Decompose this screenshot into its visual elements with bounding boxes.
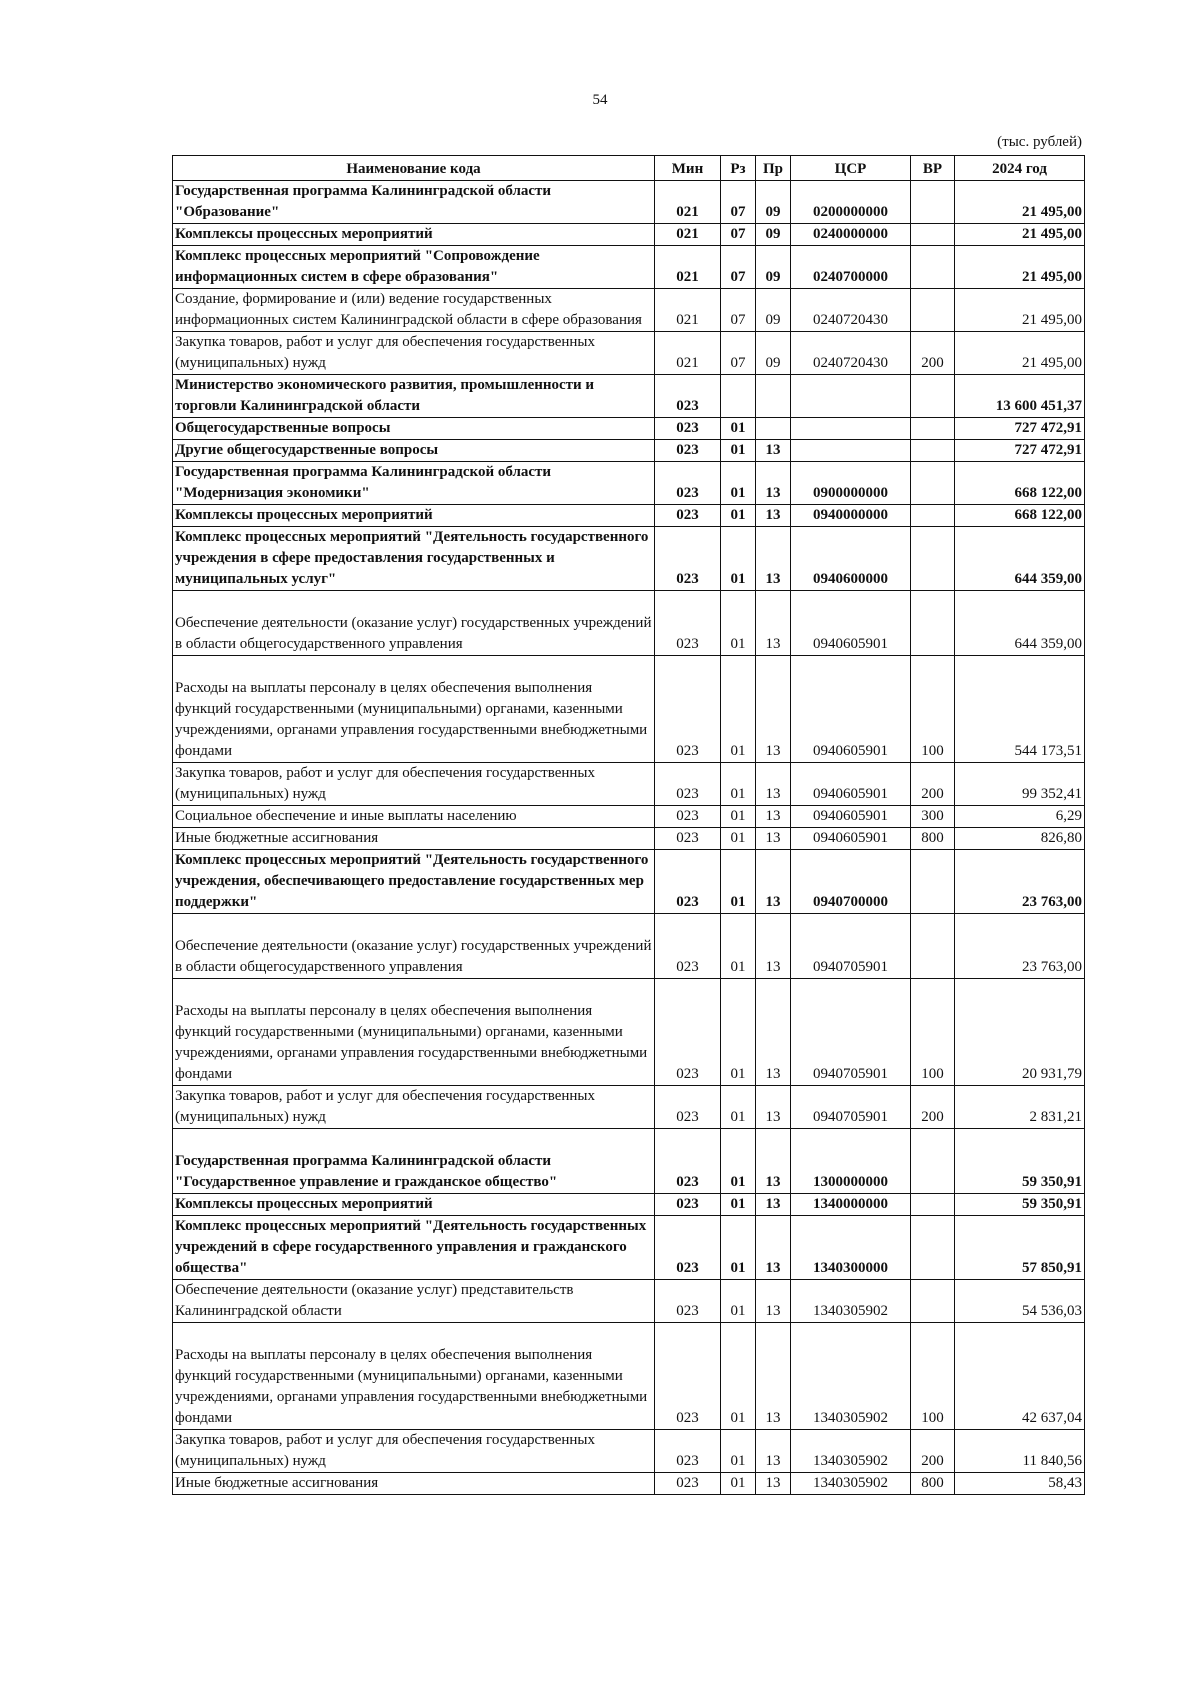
header-year: 2024 год — [955, 156, 1085, 181]
header-vr: ВР — [911, 156, 955, 181]
cell-vr: 200 — [911, 1430, 955, 1473]
cell-name: Обеспечение деятельности (оказание услуг) государственных учреждений в области общегосударственного управления — [173, 591, 655, 656]
table-row — [173, 591, 1085, 656]
cell-vr — [911, 418, 955, 440]
cell-rz: 01 — [721, 1086, 756, 1129]
cell-csr: 0940605901 — [791, 806, 911, 828]
cell-name: Комплекс процессных мероприятий "Деятельность государственного учреждения, обеспечивающего предоставление государственных мер поддержки" — [173, 850, 655, 914]
cell-min: 023 — [655, 1323, 721, 1430]
cell-name: Закупка товаров, работ и услуг для обеспечения государственных (муниципальных) нужд — [173, 1430, 655, 1473]
cell-vr: 300 — [911, 806, 955, 828]
header-min: Мин — [655, 156, 721, 181]
cell-pr — [756, 418, 791, 440]
cell-pr: 13 — [756, 527, 791, 591]
cell-csr: 0940705901 — [791, 914, 911, 979]
cell-rz: 07 — [721, 181, 756, 224]
table-row — [173, 850, 1085, 914]
cell-name: Закупка товаров, работ и услуг для обеспечения государственных (муниципальных) нужд — [173, 332, 655, 375]
cell-vr — [911, 289, 955, 332]
cell-name: Другие общегосударственные вопросы — [173, 440, 655, 462]
table-row — [173, 1086, 1085, 1129]
cell-vr — [911, 591, 955, 656]
cell-rz: 01 — [721, 1129, 756, 1194]
cell-min: 021 — [655, 246, 721, 289]
table-row — [173, 527, 1085, 591]
cell-pr: 13 — [756, 1280, 791, 1323]
cell-pr: 09 — [756, 224, 791, 246]
cell-amount: 11 840,56 — [955, 1430, 1085, 1473]
table-row — [173, 1129, 1085, 1194]
table-row — [173, 418, 1085, 440]
cell-vr — [911, 246, 955, 289]
cell-min: 023 — [655, 806, 721, 828]
units-label: (тыс. рублей) — [997, 134, 1082, 150]
cell-rz: 01 — [721, 1323, 756, 1430]
header-name: Наименование кода — [173, 156, 655, 181]
cell-amount: 544 173,51 — [955, 656, 1085, 763]
cell-name: Закупка товаров, работ и услуг для обеспечения государственных (муниципальных) нужд — [173, 763, 655, 806]
cell-csr: 0940000000 — [791, 505, 911, 527]
cell-rz: 01 — [721, 527, 756, 591]
cell-csr: 1340305902 — [791, 1430, 911, 1473]
cell-amount: 20 931,79 — [955, 979, 1085, 1086]
cell-vr — [911, 440, 955, 462]
cell-pr: 13 — [756, 1430, 791, 1473]
cell-min: 023 — [655, 850, 721, 914]
cell-rz: 01 — [721, 418, 756, 440]
cell-pr: 09 — [756, 332, 791, 375]
cell-min: 023 — [655, 1086, 721, 1129]
cell-name: Расходы на выплаты персоналу в целях обеспечения выполнения функций государственными (муниципальными) органами, казенными учреждениями, органами управления государственными внебюджетными фондами — [173, 656, 655, 763]
cell-rz: 01 — [721, 850, 756, 914]
cell-amount: 59 350,91 — [955, 1129, 1085, 1194]
cell-csr: 0200000000 — [791, 181, 911, 224]
table-row — [173, 332, 1085, 375]
cell-csr: 0240720430 — [791, 332, 911, 375]
cell-csr: 0240700000 — [791, 246, 911, 289]
cell-amount: 668 122,00 — [955, 505, 1085, 527]
cell-vr — [911, 1194, 955, 1216]
cell-min: 023 — [655, 462, 721, 505]
cell-rz: 01 — [721, 440, 756, 462]
table-row — [173, 375, 1085, 418]
cell-csr: 0940605901 — [791, 828, 911, 850]
cell-rz: 01 — [721, 828, 756, 850]
table-row — [173, 462, 1085, 505]
cell-rz: 01 — [721, 1194, 756, 1216]
cell-csr: 0940600000 — [791, 527, 911, 591]
cell-csr: 1340305902 — [791, 1323, 911, 1430]
cell-vr — [911, 505, 955, 527]
table-row — [173, 1216, 1085, 1280]
cell-amount: 13 600 451,37 — [955, 375, 1085, 418]
table-row — [173, 224, 1085, 246]
cell-amount: 644 359,00 — [955, 591, 1085, 656]
table-body — [173, 181, 1085, 1495]
cell-name: Социальное обеспечение и иные выплаты населению — [173, 806, 655, 828]
cell-vr: 200 — [911, 1086, 955, 1129]
cell-vr: 100 — [911, 656, 955, 763]
cell-min: 021 — [655, 332, 721, 375]
table-row — [173, 979, 1085, 1086]
cell-min: 023 — [655, 591, 721, 656]
cell-vr: 100 — [911, 979, 955, 1086]
page-number: 54 — [592, 92, 608, 108]
cell-pr: 09 — [756, 181, 791, 224]
table-row — [173, 806, 1085, 828]
cell-name: Иные бюджетные ассигнования — [173, 1473, 655, 1495]
cell-vr — [911, 462, 955, 505]
cell-csr: 0900000000 — [791, 462, 911, 505]
cell-name: Комплексы процессных мероприятий — [173, 505, 655, 527]
cell-amount: 23 763,00 — [955, 850, 1085, 914]
cell-min: 023 — [655, 656, 721, 763]
cell-vr — [911, 1129, 955, 1194]
cell-pr: 13 — [756, 979, 791, 1086]
cell-min: 023 — [655, 1473, 721, 1495]
cell-rz: 01 — [721, 763, 756, 806]
table-row — [173, 1194, 1085, 1216]
cell-csr: 0940605901 — [791, 591, 911, 656]
cell-name: Обеспечение деятельности (оказание услуг) представительств Калининградской области — [173, 1280, 655, 1323]
cell-name: Комплекс процессных мероприятий "Деятельность государственных учреждений в сфере государственного управления и гражданского общества" — [173, 1216, 655, 1280]
cell-name: Закупка товаров, работ и услуг для обеспечения государственных (муниципальных) нужд — [173, 1086, 655, 1129]
table-row — [173, 763, 1085, 806]
cell-rz: 07 — [721, 332, 756, 375]
cell-csr: 1340305902 — [791, 1473, 911, 1495]
table-header-row — [173, 156, 1085, 181]
cell-csr: 0940700000 — [791, 850, 911, 914]
cell-pr: 13 — [756, 763, 791, 806]
cell-rz: 01 — [721, 1430, 756, 1473]
cell-pr: 13 — [756, 440, 791, 462]
cell-amount: 21 495,00 — [955, 246, 1085, 289]
cell-csr: 1340000000 — [791, 1194, 911, 1216]
cell-name: Комплекс процессных мероприятий "Сопровождение информационных систем в сфере образования" — [173, 246, 655, 289]
cell-rz: 01 — [721, 656, 756, 763]
cell-min: 021 — [655, 224, 721, 246]
cell-rz: 01 — [721, 591, 756, 656]
cell-min: 023 — [655, 375, 721, 418]
cell-pr: 09 — [756, 246, 791, 289]
table-row — [173, 246, 1085, 289]
cell-csr: 0240000000 — [791, 224, 911, 246]
cell-pr: 13 — [756, 914, 791, 979]
cell-amount: 21 495,00 — [955, 224, 1085, 246]
cell-pr: 13 — [756, 1194, 791, 1216]
cell-amount: 6,29 — [955, 806, 1085, 828]
cell-amount: 644 359,00 — [955, 527, 1085, 591]
table-row — [173, 1280, 1085, 1323]
cell-min: 023 — [655, 1280, 721, 1323]
table-row — [173, 440, 1085, 462]
cell-name: Комплексы процессных мероприятий — [173, 224, 655, 246]
cell-name: Общегосударственные вопросы — [173, 418, 655, 440]
cell-name: Иные бюджетные ассигнования — [173, 828, 655, 850]
cell-pr — [756, 375, 791, 418]
cell-pr: 13 — [756, 850, 791, 914]
cell-rz: 01 — [721, 806, 756, 828]
cell-vr — [911, 181, 955, 224]
cell-min: 023 — [655, 979, 721, 1086]
cell-csr: 0940605901 — [791, 763, 911, 806]
cell-pr: 13 — [756, 591, 791, 656]
cell-vr — [911, 1216, 955, 1280]
cell-amount: 21 495,00 — [955, 181, 1085, 224]
table-row — [173, 828, 1085, 850]
cell-amount: 54 536,03 — [955, 1280, 1085, 1323]
table-row — [173, 1473, 1085, 1495]
table-row — [173, 1323, 1085, 1430]
cell-pr: 13 — [756, 505, 791, 527]
budget-table — [172, 155, 1085, 1495]
cell-amount: 2 831,21 — [955, 1086, 1085, 1129]
cell-csr — [791, 375, 911, 418]
cell-rz: 07 — [721, 246, 756, 289]
cell-pr: 13 — [756, 1473, 791, 1495]
cell-name: Государственная программа Калининградской области "Государственное управление и гражданское общество" — [173, 1129, 655, 1194]
cell-pr: 13 — [756, 1086, 791, 1129]
cell-pr: 13 — [756, 828, 791, 850]
cell-amount: 58,43 — [955, 1473, 1085, 1495]
cell-min: 023 — [655, 828, 721, 850]
cell-csr — [791, 418, 911, 440]
cell-csr — [791, 440, 911, 462]
table-row — [173, 656, 1085, 763]
cell-csr: 1300000000 — [791, 1129, 911, 1194]
cell-amount: 59 350,91 — [955, 1194, 1085, 1216]
cell-amount: 23 763,00 — [955, 914, 1085, 979]
cell-amount: 826,80 — [955, 828, 1085, 850]
cell-rz: 01 — [721, 505, 756, 527]
cell-csr: 0940705901 — [791, 1086, 911, 1129]
cell-amount: 21 495,00 — [955, 289, 1085, 332]
cell-rz: 07 — [721, 224, 756, 246]
cell-amount: 727 472,91 — [955, 440, 1085, 462]
cell-csr: 0940705901 — [791, 979, 911, 1086]
cell-rz: 01 — [721, 462, 756, 505]
cell-amount: 57 850,91 — [955, 1216, 1085, 1280]
cell-rz: 01 — [721, 914, 756, 979]
cell-min: 023 — [655, 1430, 721, 1473]
table-row — [173, 1430, 1085, 1473]
cell-vr — [911, 224, 955, 246]
cell-pr: 09 — [756, 289, 791, 332]
cell-min: 023 — [655, 527, 721, 591]
cell-vr — [911, 914, 955, 979]
cell-name: Комплекс процессных мероприятий "Деятельность государственного учреждения в сфере предоставления государственных и муниципальных услуг" — [173, 527, 655, 591]
cell-amount: 42 637,04 — [955, 1323, 1085, 1430]
table-row — [173, 914, 1085, 979]
cell-amount: 99 352,41 — [955, 763, 1085, 806]
cell-rz: 01 — [721, 1216, 756, 1280]
cell-csr: 1340305902 — [791, 1280, 911, 1323]
cell-csr: 0240720430 — [791, 289, 911, 332]
cell-rz: 01 — [721, 979, 756, 1086]
table-row — [173, 181, 1085, 224]
cell-name: Обеспечение деятельности (оказание услуг) государственных учреждений в области общегосударственного управления — [173, 914, 655, 979]
cell-vr — [911, 1280, 955, 1323]
cell-min: 023 — [655, 1194, 721, 1216]
cell-rz: 01 — [721, 1473, 756, 1495]
cell-pr: 13 — [756, 1216, 791, 1280]
cell-vr — [911, 375, 955, 418]
cell-vr: 100 — [911, 1323, 955, 1430]
cell-amount: 727 472,91 — [955, 418, 1085, 440]
header-rz: Рз — [721, 156, 756, 181]
cell-name: Создание, формирование и (или) ведение государственных информационных систем Калининградской области в сфере образования — [173, 289, 655, 332]
cell-pr: 13 — [756, 1129, 791, 1194]
cell-vr: 800 — [911, 1473, 955, 1495]
cell-name: Государственная программа Калининградской области "Образование" — [173, 181, 655, 224]
cell-min: 023 — [655, 1216, 721, 1280]
cell-vr — [911, 850, 955, 914]
cell-pr: 13 — [756, 462, 791, 505]
cell-csr: 0940605901 — [791, 656, 911, 763]
cell-min: 023 — [655, 440, 721, 462]
cell-min: 021 — [655, 289, 721, 332]
cell-pr: 13 — [756, 656, 791, 763]
cell-rz — [721, 375, 756, 418]
cell-vr — [911, 527, 955, 591]
cell-vr: 200 — [911, 763, 955, 806]
cell-min: 023 — [655, 763, 721, 806]
header-csr: ЦСР — [791, 156, 911, 181]
cell-name: Государственная программа Калининградской области "Модернизация экономики" — [173, 462, 655, 505]
cell-pr: 13 — [756, 806, 791, 828]
cell-rz: 07 — [721, 289, 756, 332]
cell-csr: 1340300000 — [791, 1216, 911, 1280]
cell-amount: 668 122,00 — [955, 462, 1085, 505]
cell-min: 023 — [655, 1129, 721, 1194]
table-row — [173, 505, 1085, 527]
cell-pr: 13 — [756, 1323, 791, 1430]
cell-name: Комплексы процессных мероприятий — [173, 1194, 655, 1216]
cell-name: Расходы на выплаты персоналу в целях обеспечения выполнения функций государственными (муниципальными) органами, казенными учреждениями, органами управления государственными внебюджетными фондами — [173, 1323, 655, 1430]
table-row — [173, 289, 1085, 332]
cell-name: Расходы на выплаты персоналу в целях обеспечения выполнения функций государственными (муниципальными) органами, казенными учреждениями, органами управления государственными внебюджетными фондами — [173, 979, 655, 1086]
cell-rz: 01 — [721, 1280, 756, 1323]
cell-min: 023 — [655, 418, 721, 440]
cell-vr: 800 — [911, 828, 955, 850]
cell-name: Министерство экономического развития, промышленности и торговли Калининградской области — [173, 375, 655, 418]
cell-vr: 200 — [911, 332, 955, 375]
cell-min: 023 — [655, 505, 721, 527]
cell-min: 021 — [655, 181, 721, 224]
cell-min: 023 — [655, 914, 721, 979]
cell-amount: 21 495,00 — [955, 332, 1085, 375]
header-pr: Пр — [756, 156, 791, 181]
